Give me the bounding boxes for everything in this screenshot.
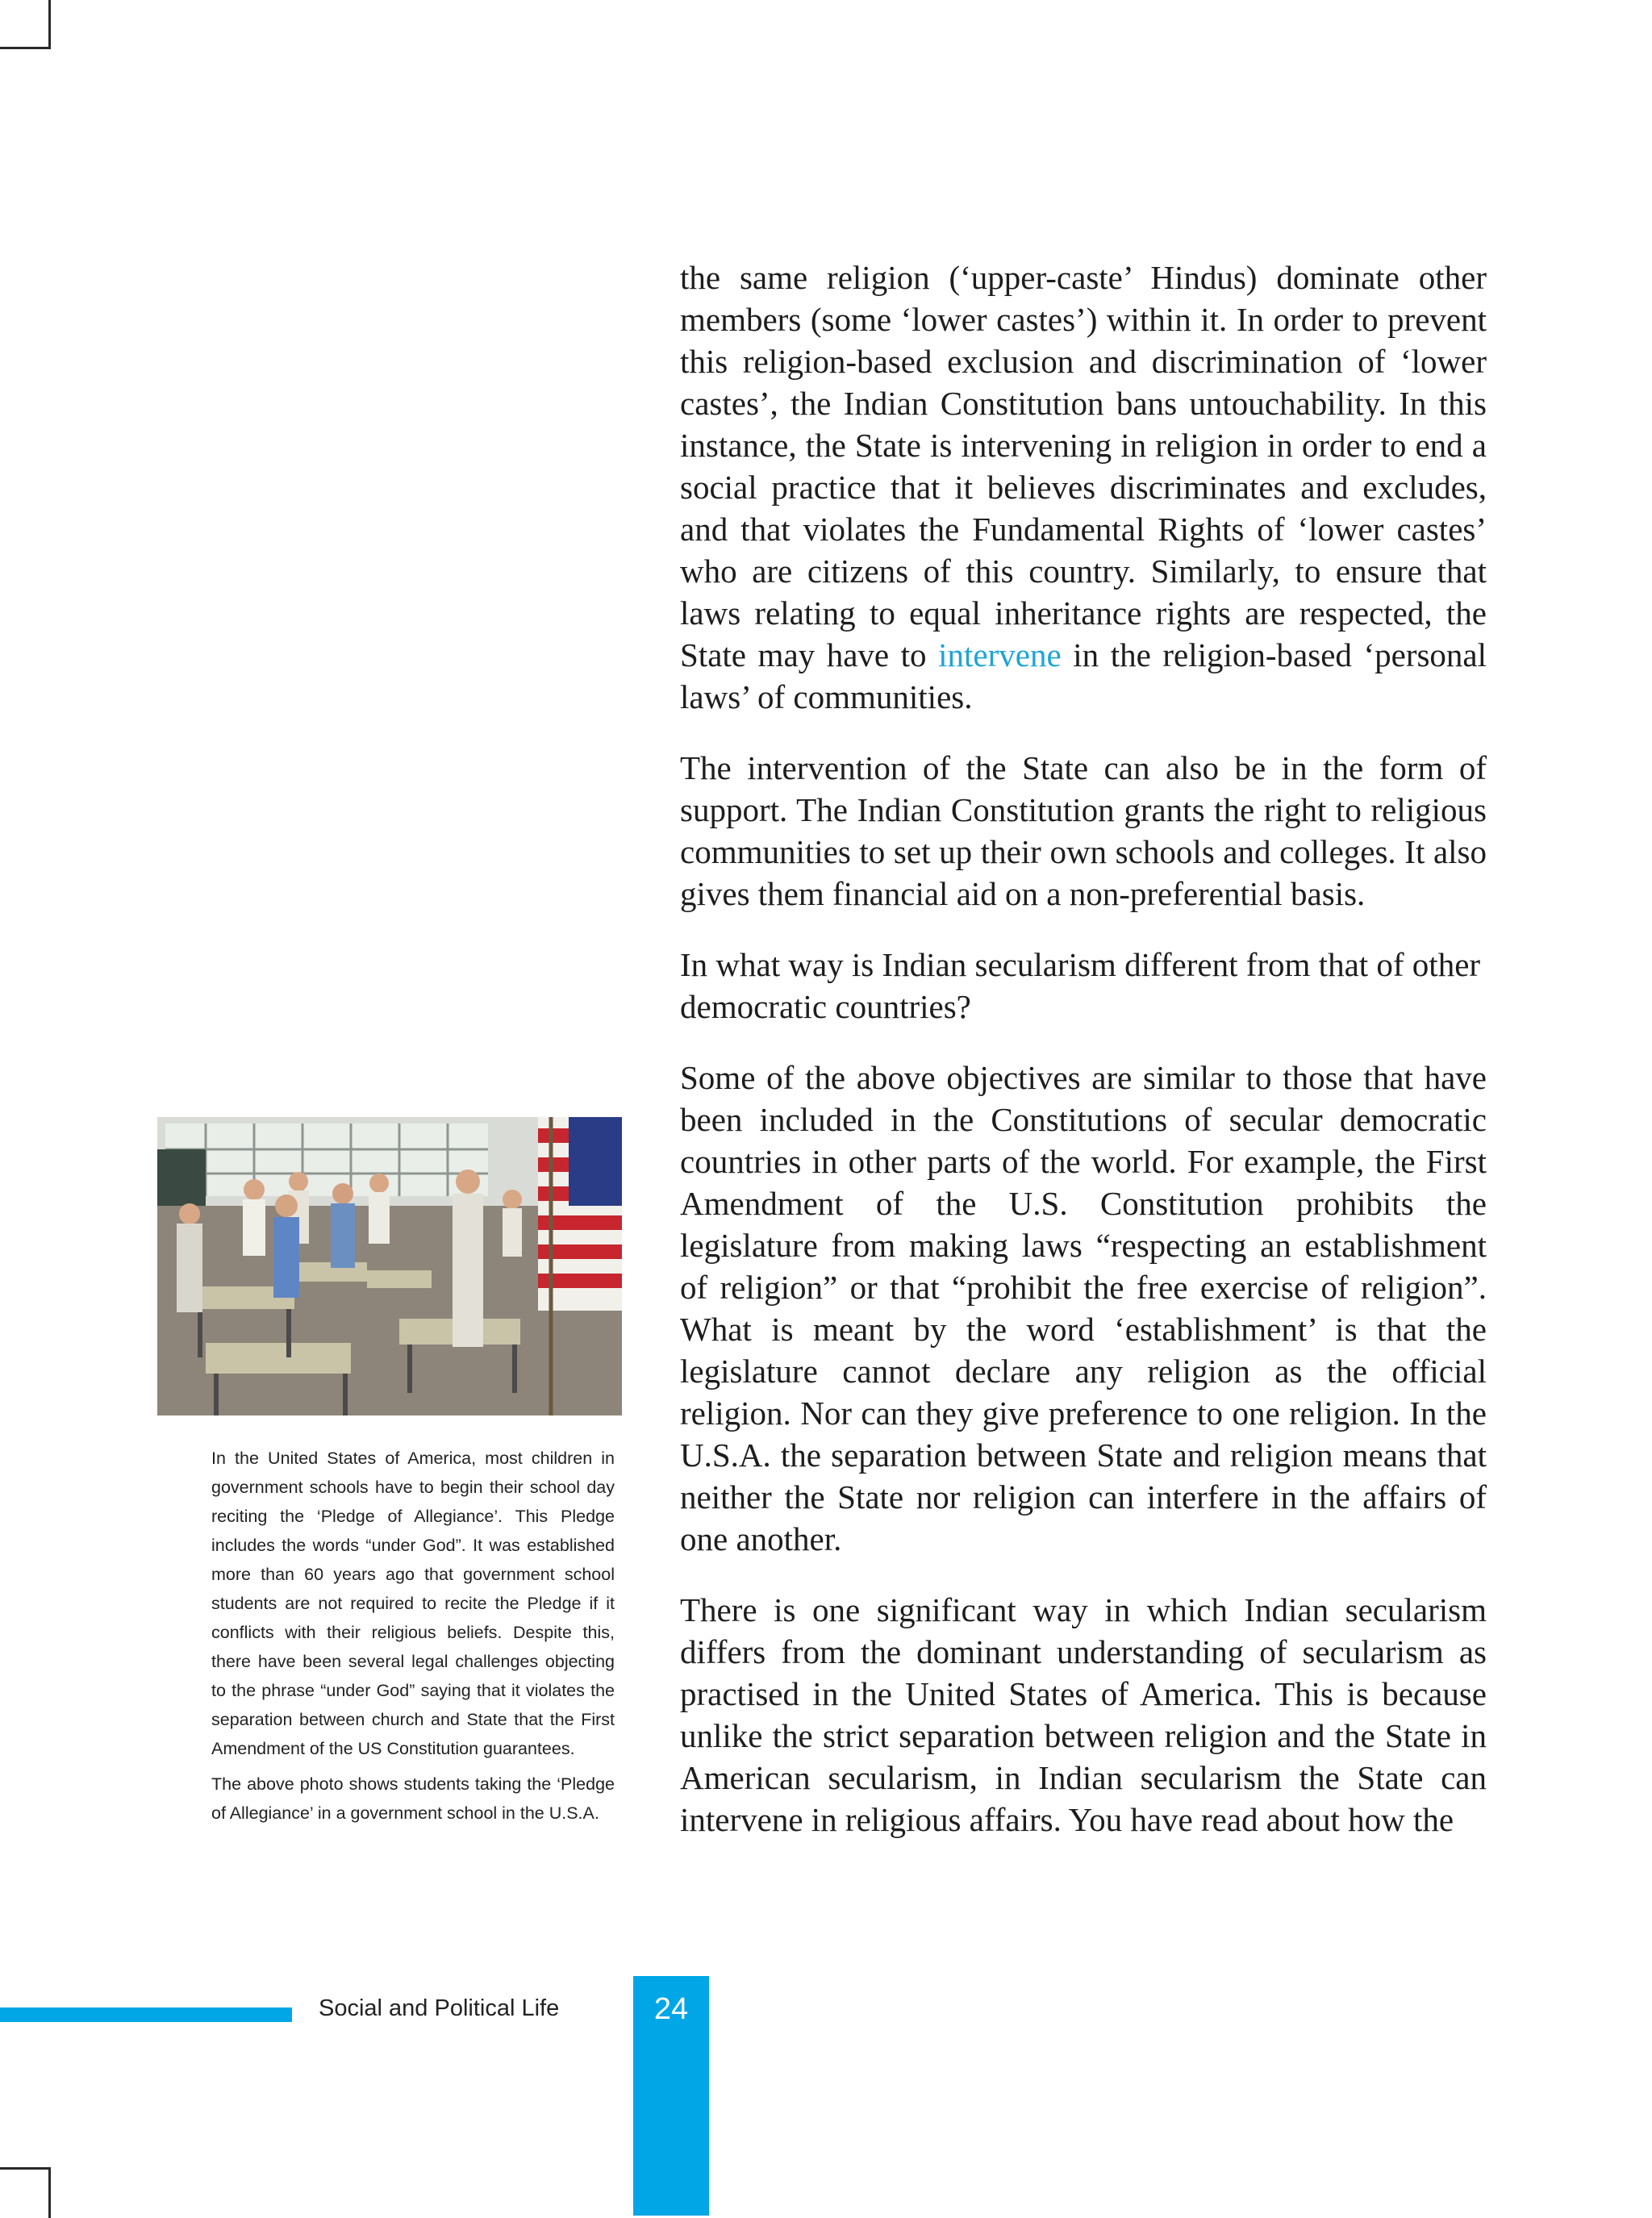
crop-mark-top-left [0, 0, 51, 49]
caption-paragraph-photo: The above photo shows students taking the ‘Pledge of Allegiance’ in a government school in the U.S.A. [211, 1774, 615, 1823]
paragraph-text: the same religion (‘upper-caste’ Hindus) dominate other members (some ‘lower castes’) within it. In order to prevent this religion-based exclusion and discrimination of ‘lower castes’, the Indian Constitution bans untouchability. In this instance, the State is intervening in religion in order to end a social practice that it believes discriminates and excludes, and that violates the Fundamental Rights of ‘lower castes’ who are citizens of this country. Similarly, to ensure that laws relating to equal inheritance rights are respected, the State may have to [680, 259, 1487, 673]
footer-accent-bar [0, 2007, 292, 2022]
paragraph-indian-secularism: There is one significant way in which Indian secularism differs from the dominant understanding of secularism as practised in the United States of America. This is because unlike the strict separation between religion and the State in American secularism, in Indian secularism the State can intervene in religious affairs. You have read about how the [680, 1591, 1487, 1838]
caption-paragraph-pledge: In the United States of America, most children in government schools have to begin their school day reciting the ‘Pledge of Allegiance’. This Pledge includes the words “under God”. It was established more than 60 years ago that government school students are not required to recite the Pledge if it conflicts with their religious beliefs. Despite this, there have been several legal challenges objecting to the phrase “under God” saying that it violates the separation between church and State that the First Amendment of the US Constitution guarantees. [211, 1449, 615, 1758]
book-title: Social and Political Life [319, 1995, 560, 2021]
glossary-term-intervene: intervene [938, 636, 1062, 673]
paragraph-untouchability [680, 256, 1487, 718]
paragraph-first-amendment: Some of the above objectives are similar to those that have been included in the Constitutions of secular democratic countries in other parts of the world. For example, the First Amendment of the U.S. Constitution prohibits the legislature from making laws “respecting an establishment of religion” or that “prohibit the free exercise of religion”. What is meant by the word ‘establishment’ is that the legislature cannot declare any religion as the official religion. Nor can they give preference to one religion. In the U.S.A. the separation between State and religion means that neither the State nor religion can interfere in the affairs of one another. [680, 1059, 1487, 1557]
paragraph-question: In what way is Indian secularism different from that of other democratic countries? [680, 946, 1481, 1025]
paragraph-support: The intervention of the State can also be in the form of support. The Indian Constitution grants the right to religious communities to set up their own schools and colleges. It also gives them financial aid on a non-preferential basis. [680, 749, 1487, 912]
page-number-tab [633, 1976, 709, 2216]
crop-mark-bottom-left [0, 2167, 51, 2218]
paragraph-text: in the religion-based ‘personal laws’ of communities. [680, 636, 1487, 715]
main-text-column [680, 256, 1487, 1870]
photo-caption [211, 1444, 615, 1834]
classroom-pledge-photo [157, 1117, 622, 1415]
page-number: 24 [653, 1992, 689, 2026]
